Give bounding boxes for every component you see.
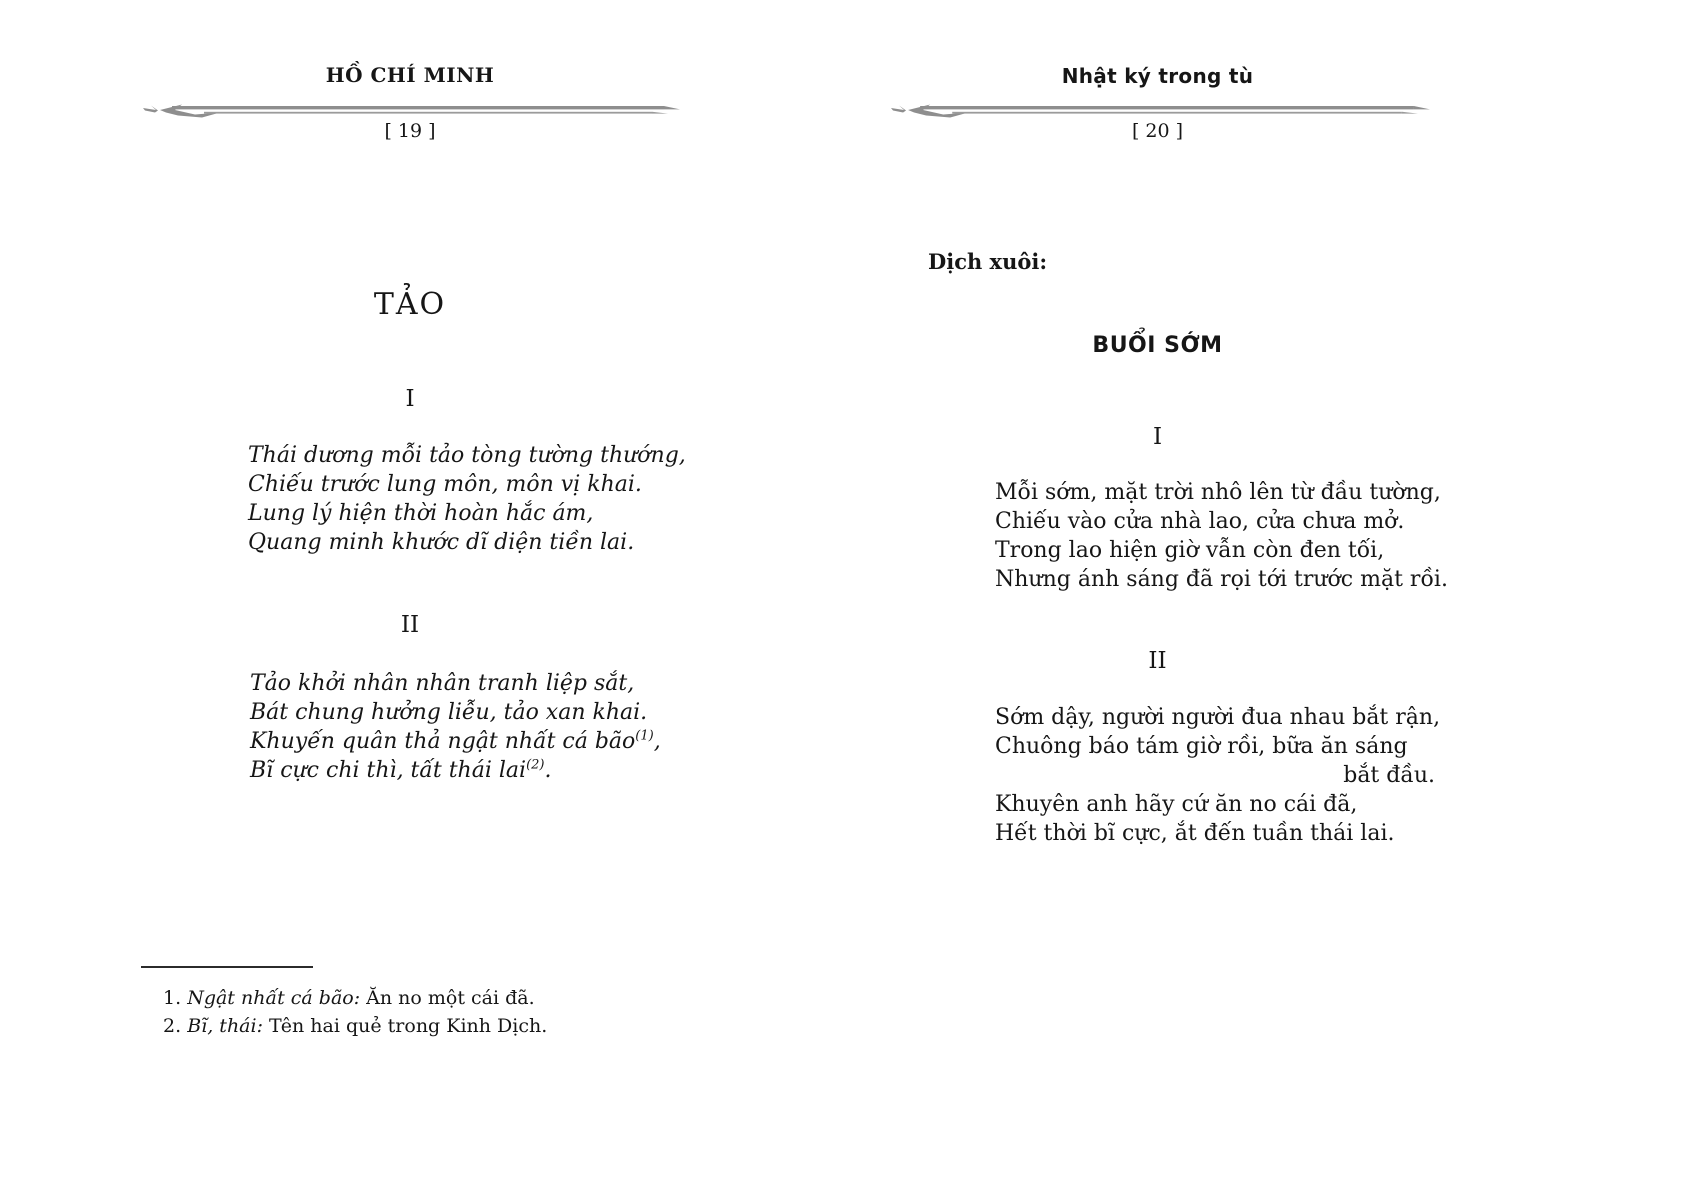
right-running-head: Nhật ký trong tù [1061,64,1254,88]
right-page-number: [ 20 ] [1131,120,1184,142]
footnote: 1. Ngật nhất cá bão: Ăn no một cái đã. [163,987,535,1009]
poem-line: Thái dương mỗi tảo tòng tường thướng, [248,443,686,468]
left-section-1-label: I [405,386,415,412]
footnote-ref: (2) [526,757,545,773]
left-section-2-label: II [400,612,420,638]
right-poem-title: BUỔI SỚM [1092,333,1223,358]
poem-line: Khuyến quân thả ngật nhất cá bão$^{(1)}$, [250,728,661,754]
translation-label: Dịch xuôi: [928,249,1048,274]
ornamental-rule [888,99,1430,121]
right-stanza-2 [995,703,1441,848]
poem-line: Mỗi sớm, mặt trời nhô lên từ đầu tường, [995,480,1441,505]
poem-line: Sớm dậy, người người đua nhau bắt rận, [995,705,1441,730]
left-running-head: HỒ CHÍ MINH [325,63,495,87]
poem-line: Bát chung hưởng liễu, tảo xan khai. [250,700,648,725]
poem-line: Khuyên anh hãy cứ ăn no cái đã, [995,792,1358,817]
poem-line: Tảo khởi nhân nhân tranh liệp sắt, [250,671,635,696]
right-section-1-label: I [1152,424,1163,450]
poem-line: Trong lao hiện giờ vẫn còn đen tối, [995,538,1385,563]
left-poem-title: TẢO [373,287,447,322]
poem-line: Chuông báo tám giờ rồi, bữa ăn sáng [995,734,1408,759]
poem-line: Lung lý hiện thời hoàn hắc ám, [248,501,594,526]
poem-line: Chiếu trước lung môn, môn vị khai. [248,472,642,497]
footnote: 2. Bĩ, thái: Tên hai quẻ trong Kinh Dịch. [163,1015,548,1037]
footnote-ref: (1) [635,728,654,744]
right-section-2-label: II [1148,648,1167,674]
poem-line: Hết thời bĩ cực, ắt đến tuần thái lai. [995,821,1395,846]
poem-line: Chiếu vào cửa nhà lao, cửa chưa mở. [995,509,1405,534]
right-stanza-1 [995,478,1448,594]
poem-line: Bĩ cực chi thì, tất thái lai$^{(2)}$. [250,757,552,783]
poem-line: bắt đầu. [1343,763,1435,788]
poem-line: Quang minh khước dĩ diện tiền lai. [248,530,635,555]
poem-line: Nhưng ánh sáng đã rọi tới trước mặt rồi. [995,567,1448,592]
left-page-number: [ 19 ] [384,120,436,142]
